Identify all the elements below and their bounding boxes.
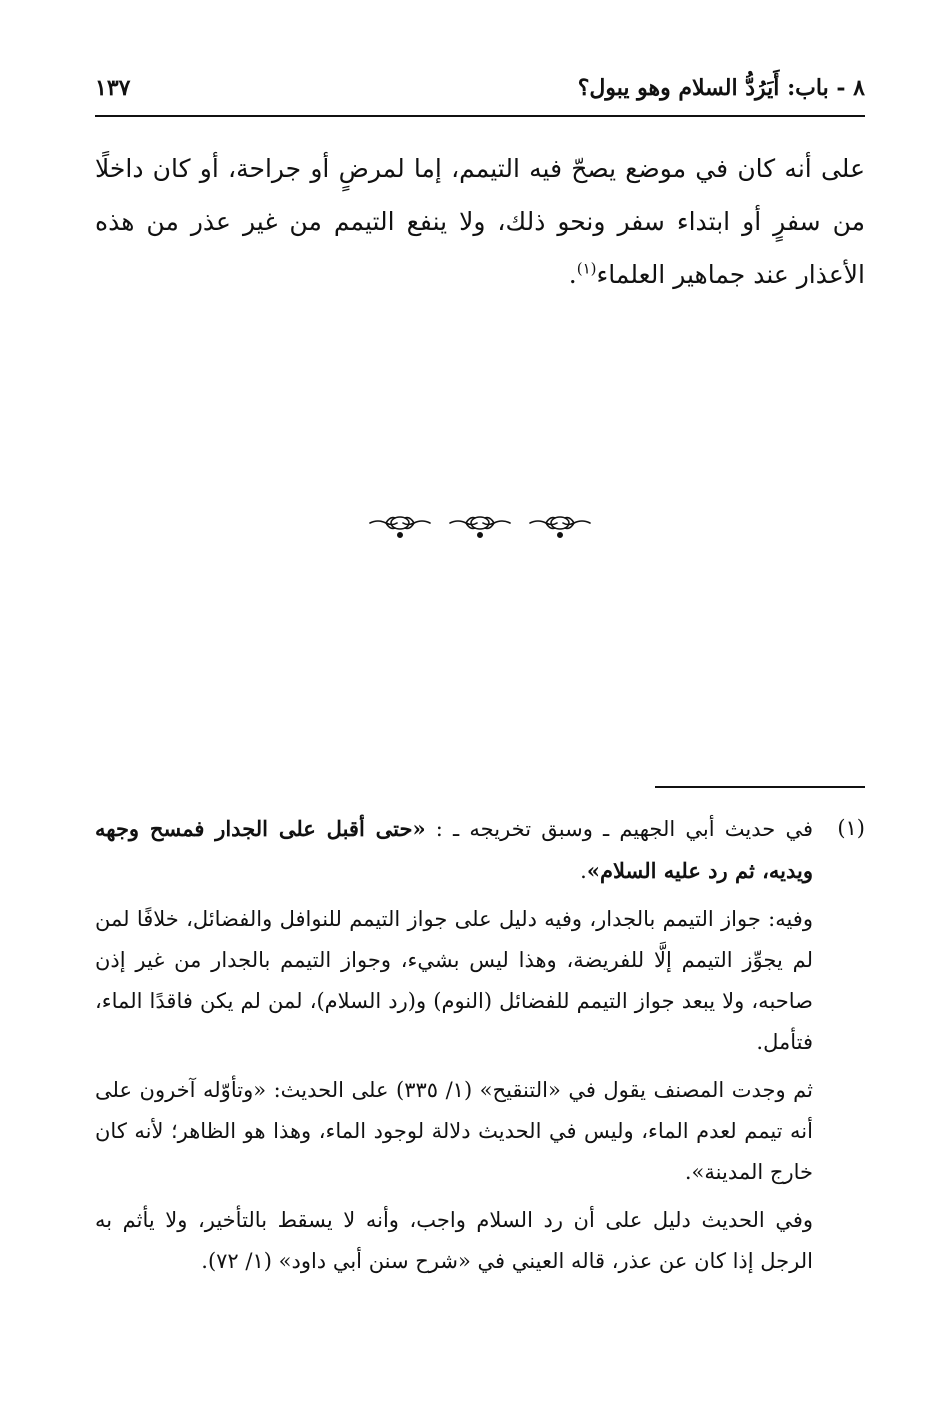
footnote-1 — [95, 808, 865, 1289]
main-paragraph-end: . — [568, 260, 577, 289]
header-rule — [95, 115, 865, 117]
footnote-paragraph: وفي الحديث دليل على أن رد السلام واجب، وأنه لا يسقط بالتأخير، ولا يأثم به الرجل إذا كان عن عذر، قاله العيني في «شرح سنن أبي داود» (١/ ٧٢). — [95, 1208, 813, 1273]
footnote-quote-end: . — [580, 859, 587, 883]
footnote-paragraph: ثم وجدت المصنف يقول في «التنقيح» (١/ ٣٣٥) على الحديث: «وتأوّله آخرون على أنه تيمم لعدم الماء، وليس في الحديث دلالة لوجود الماء، وهذا هو الظاهر؛ لأنه كان خارج المدينة». — [95, 1078, 813, 1184]
footnote-intro: في حديث أبي الجهيم ـ وسبق تخريجه ـ : — [425, 817, 814, 841]
footnote-paragraph — [95, 808, 813, 892]
page-number: ١٣٧ — [95, 75, 131, 101]
footnote-number: (١) — [837, 816, 865, 840]
footnote-marker: (١) — [576, 259, 597, 278]
footnote-hadith-quote: «حتى أقبل على الجدار فمسح وجهه ويديه، ثم رد عليه السلام» — [95, 816, 813, 883]
footnote-content — [95, 808, 813, 1289]
ornament-motif — [530, 517, 590, 537]
running-header — [95, 68, 865, 108]
ornament-motif — [450, 517, 510, 537]
footnote-paragraph: وفيه: جواز التيمم بالجدار، وفيه دليل على جواز التيمم للنوافل والفضائل، خلافًا لمن لم يجوِّز التيمم إلَّا للفريضة، وهذا ليس بشيء، وجواز التيمم بالجدار من غير إذن صاحبه، ولا يبعد جواز التيمم للفضائل (النوم) و(رد السلام)، لمن لم يكن فاقدًا الماء، فتأمل. — [95, 907, 813, 1054]
chapter-title: ٨ - باب: أَيَرُدُّ السلام وهو يبول؟ — [577, 75, 865, 101]
main-paragraph-text: على أنه كان في موضع يصحّ فيه التيمم، إما لمرضٍ أو جراحة، أو كان داخلًا من سفرٍ أو ابتداء سفر ونحو ذلك، ولا ينفع التيمم من غير عذر من هذه الأعذار عند جماهير العلماء — [95, 154, 865, 289]
section-divider-ornament — [365, 510, 595, 544]
main-paragraph — [95, 142, 865, 301]
footnote-separator — [655, 786, 865, 788]
footnotes — [95, 808, 865, 1289]
ornament-motif — [370, 517, 430, 537]
